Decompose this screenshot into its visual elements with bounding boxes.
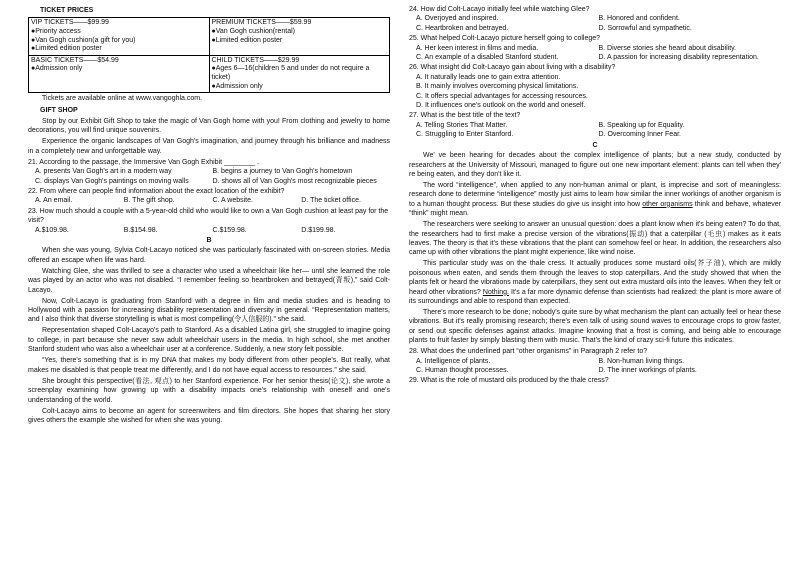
passage-c-paragraph: There's more research to be done; nobody's quite sure by what mechanism the plant can actually feel or hear these vibrations. But it's really promising research; there's even talk of using sound waves to encourage crops to grow faster, or send out specific defenses against attacks. Imagine knowing that a frost is coming, and being able to encourage plants to fruit faster by simply blasting them with music. That's the kind of crazy sci-fi future this indicates. xyxy=(409,308,781,345)
question-22-options xyxy=(35,196,390,205)
option: C. Human thought processes. xyxy=(416,367,509,374)
question-26: 26. What insight did Colt-Lacayo gain about living with a disability? xyxy=(409,64,616,72)
premium-tickets-cell xyxy=(209,18,390,55)
question-21: 21. According to the passage, the Immersive Van Gogh Exhibit ________ . xyxy=(28,158,260,166)
question-27-options xyxy=(416,121,781,140)
passage-c-paragraph: We' ve been hearing for decades about the complex intelligence of plants; but a new study, conducted by researchers at the University of Missouri, managed to figure out one new important element: plants can tell when they' re being eaten, and they don't like it. xyxy=(409,152,781,178)
gift-shop-heading: GIFT SHOP xyxy=(40,106,78,114)
option: B. It mainly involves overcoming physical limitations. xyxy=(416,83,579,91)
option: C. A website. xyxy=(212,197,253,205)
option: A. It naturally leads one to gain extra attention. xyxy=(416,73,561,81)
ticket-prices-table xyxy=(28,17,390,93)
basic-title: BASIC TICKETS——$54.99 xyxy=(31,56,119,64)
option: C. displays Van Gogh's paintings on moving walls xyxy=(35,177,189,185)
child-tickets-cell xyxy=(209,55,390,92)
option: D. shows all of Van Gogh's most recognizable pieces xyxy=(212,177,377,185)
option: B. The gift shop. xyxy=(123,197,175,205)
option: B. Diverse stories she heard about disability. xyxy=(598,44,737,52)
child-item: ●Ages 6—16(children 5 and under do not require a ticket) xyxy=(211,65,370,81)
question-28: 28. What does the underlined part “other organisms” in Paragraph 2 refer to? xyxy=(409,348,648,356)
passage-text: It's a far more dynamic defense than scientists had realized: the plant is more aware of its surroundings and able to respond than expected. xyxy=(409,288,781,305)
question-26-options xyxy=(416,73,781,111)
option: D. Sorrowful and sympathetic. xyxy=(598,24,692,32)
premium-title: PREMIUM TICKETS——$59.99 xyxy=(211,19,312,27)
option: A. Overjoyed and inspired. xyxy=(416,15,499,23)
option: D. The ticket office. xyxy=(301,197,361,205)
option: D. A passion for increasing disability representation. xyxy=(598,54,759,62)
option: B. Speaking up for Equality. xyxy=(598,121,685,129)
child-item: ●Admission only xyxy=(211,82,263,90)
vip-title: VIP TICKETS——$99.99 xyxy=(31,19,109,27)
premium-item: ●Limited edition poster xyxy=(211,36,283,44)
gift-shop-paragraph: Experience the organic landscapes of Van Gogh's imagination, and journey through his brilliance and madness in a completely new and unforgettable way. xyxy=(28,138,390,155)
section-c-label: C xyxy=(592,141,598,149)
question-27: 27. What is the best title of the text? xyxy=(409,112,521,120)
option: C. It offers special advantages for accessing resources. xyxy=(416,92,588,100)
vip-item: ●Van Gogh cushion(a gift for you) xyxy=(31,36,136,44)
option: B. Non-human living things. xyxy=(598,357,685,365)
option: D. It influences one's outlook on the world and oneself. xyxy=(416,102,586,110)
option: C. Struggling to Enter Stanford. xyxy=(416,131,514,139)
option: A. presents Van Gogh's art in a modern way xyxy=(35,168,172,176)
option: A. An email. xyxy=(35,197,73,205)
question-24-options xyxy=(416,14,781,33)
vip-tickets-cell xyxy=(29,18,210,55)
section-b-label: B xyxy=(206,237,212,245)
question-29: 29. What is the role of mustard oils produced by the thale cress? xyxy=(409,377,609,385)
ticket-prices-heading: TICKET PRICES xyxy=(40,7,94,14)
option: B. begins a journey to Van Gogh's hometown xyxy=(212,168,353,176)
passage-b-paragraph: Representation shaped Colt-Lacayo's path to Stanford. As a disabled Latina girl, she struggled to imagine going to college, in part because she never saw adult wheelchair users in the media. In high school, she met another Stanford student who was also a wheelchair user at a conference. Suddenly, a new story felt possible. xyxy=(28,327,390,354)
tickets-online-text: Tickets are available online at www.vangoghla.com. xyxy=(42,95,203,103)
passage-c-paragraph xyxy=(409,259,781,306)
option: D. The inner workings of plants. xyxy=(598,367,697,374)
question-23: 23. How much should a couple with a 5-year-old child who would like to own a Van Gogh cushion at least pay for the visit? xyxy=(28,207,389,225)
right-column xyxy=(409,4,781,386)
vip-item: ●Limited edition poster xyxy=(31,45,102,53)
passage-b-paragraph: When she was young, Sylvia Colt-Lacayo noticed she was particularly fascinated with on-screen stories. Media offered an escape when life was hard. xyxy=(28,247,390,264)
passage-b-paragraph: Now, Colt-Lacayo is graduating from Stanford with a degree in film and media studies and is heading to Hollywood with a passion for increasing disability representation and diversity in general. “Representation matters, and I also think that diverse storytelling is what is most compelling(令人信服的).” she said. xyxy=(28,297,390,324)
passage-text: The word “intelligence”, when applied to any non-human animal or plant, is imprecise and sort of meaningless: research done to determine “intelligence” mostly just aims to learn how similar the inner workings of another organism is to a human thought process. But these studies do give us insight into how xyxy=(409,181,781,208)
passage-text: This particular study was on the thale cress. It actually produces some mustard oils(芥子油), which are mildly poisonous when eaten, and sends them through the leaves to stop caterpillars. And the study showed that when the plants felt or heard the vibrations made by caterpillars, they sent out extra mustard oils into the leaves. When they felt or heard other vibrations? xyxy=(409,260,781,296)
question-23-options xyxy=(35,226,390,235)
gift-shop-paragraph: Stop by our Exhibit Gift Shop to take the magic of Van Gogh home with you! From clothing and jewelry to home decorations, you will find unique souvenirs. xyxy=(28,117,390,135)
option: B. Honored and confident. xyxy=(598,15,680,23)
underlined-phrase: other organisms xyxy=(642,200,693,208)
basic-item: ●Admission only xyxy=(31,65,83,73)
option: D. Overcoming Inner Fear. xyxy=(598,131,681,139)
underlined-word: Nothing. xyxy=(482,288,509,296)
passage-b-paragraph: Watching Glee, she was thrilled to see a character who used a wheelchair like her— until she learned the role was played by an actor who was not disabled. “I remember feeling so heartbroken and betrayed(背叛),” said Colt-Lacayo. xyxy=(28,267,390,294)
passage-c-paragraph: The researchers were seeking to answer an unusual question: does a plant know when it's being eaten? To do that, the researchers had to first make a precise version of the vibrations(振动) that a caterpillar (毛虫) makes as it eats leaves. The theory is that it's these vibrations that the plant can somehow feel or hear. In addition, the researchers also came up with other vibrations the plant might experience, like wind noise. xyxy=(409,221,781,257)
passage-b-paragraph: “Yes, there's something that is in my DNA that makes my body different from other people's. But really, what makes me disabled is that people treat me differently, and I do not have equal access to resources.” she said. xyxy=(28,357,390,374)
option: A. Telling Stories That Matter. xyxy=(416,121,508,129)
basic-tickets-cell xyxy=(29,55,210,92)
option: C. Heartbroken and betrayed. xyxy=(416,24,509,32)
option: D.$199.98. xyxy=(301,226,336,234)
option: C. An example of a disabled Stanford student. xyxy=(416,54,559,62)
question-28-options xyxy=(416,357,781,376)
question-21-options xyxy=(35,167,390,186)
passage-c-paragraph xyxy=(409,181,781,219)
left-column xyxy=(28,4,390,427)
question-25-options xyxy=(416,44,781,63)
question-25: 25. What helped Colt-Lacayo picture herself going to college? xyxy=(409,35,601,43)
option: A. Intelligence of plants. xyxy=(416,357,491,365)
option: C.$159.98. xyxy=(212,226,247,234)
option: B.$154.98. xyxy=(123,226,158,234)
vip-item: ●Priority access xyxy=(31,28,81,35)
passage-b-paragraph: Colt-Lacayo aims to become an agent for screenwriters and film directors. She hopes that sharing her story gives others the example she wished for when she was young. xyxy=(28,407,390,424)
premium-item: ●Van Gogh cushion(rental) xyxy=(211,28,295,35)
option: A.$109.98. xyxy=(35,226,69,234)
question-24: 24. How did Colt-Lacayo initially feel while watching Glee? xyxy=(409,6,590,13)
child-title: CHILD TICKETS——$29.99 xyxy=(211,56,300,64)
option: A. Her keen interest in films and media. xyxy=(416,44,539,52)
passage-text: think and behave, whatever “think” might mean. xyxy=(409,200,782,218)
question-22: 22. From where can people find information about the exact location of the exhibit? xyxy=(28,188,285,195)
passage-b-paragraph: She brought this perspective(看法, 观点) to her Stanford experience. For her senior thesis(论文), she wrote a screenplay examining how growing up with a disability impacts one's relationship with oneself and one's understanding of the world. xyxy=(28,377,390,404)
